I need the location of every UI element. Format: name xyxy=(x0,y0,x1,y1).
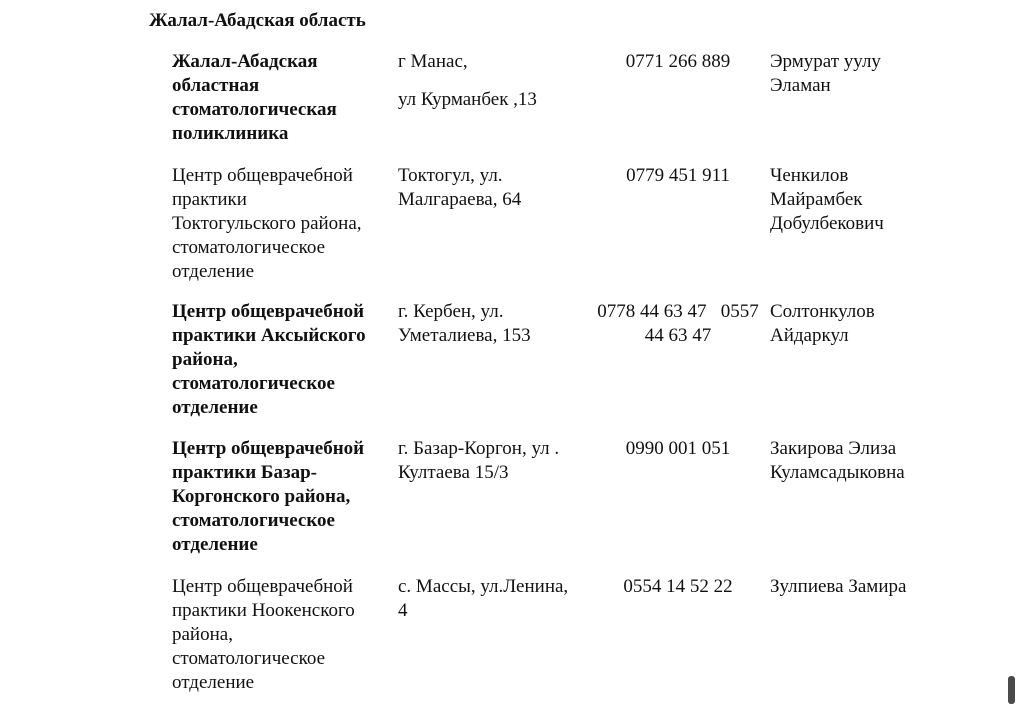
address-line: Малгараева, 64 xyxy=(398,189,522,210)
clinic-name-line: стоматологическое xyxy=(172,373,335,394)
clinic-name-line: Центр общеврачебной xyxy=(172,438,365,459)
address-line: с. Массы, ул.Ленина, xyxy=(398,576,569,597)
clinic-address xyxy=(398,50,593,112)
clinic-name-line: практики Ноокенского xyxy=(172,600,355,621)
phone-line: 0554 14 52 22 xyxy=(623,576,733,597)
clinic-address xyxy=(398,164,593,212)
phone-line: 44 63 47 xyxy=(644,325,712,346)
address-line: Уметалиева, 153 xyxy=(398,325,531,346)
clinic-name-line: Жалал-Абадская xyxy=(172,51,318,72)
clinic-name-line: практики xyxy=(172,189,247,210)
clinic-name-line: Коргонского района, xyxy=(172,486,351,507)
address-line: 4 xyxy=(398,600,408,621)
contact-person xyxy=(770,164,970,236)
clinic-name-line: стоматологическое xyxy=(172,510,335,531)
clinic-name-line: стоматологическое xyxy=(172,237,326,258)
person-line: Майрамбек xyxy=(770,189,863,210)
clinic-name xyxy=(172,164,387,284)
clinic-name-line: стоматологическая xyxy=(172,99,337,120)
region-title: Жалал-Абадская область xyxy=(149,10,366,31)
contact-person xyxy=(770,575,970,599)
contact-person xyxy=(770,437,970,485)
address-line: г. Базар-Коргон, ул . xyxy=(398,438,560,459)
person-line: Добулбекович xyxy=(770,213,884,234)
clinic-name-line: Центр общеврачебной xyxy=(172,301,365,322)
clinic-name xyxy=(172,50,387,146)
phone-line: 0771 266 889 xyxy=(625,51,731,72)
clinic-name xyxy=(172,300,387,420)
clinic-phone xyxy=(588,575,768,599)
clinic-phone xyxy=(588,300,768,348)
clinic-name-line: практики Аксыйского xyxy=(172,325,366,346)
person-line: Эламан xyxy=(770,75,831,96)
clinic-phone xyxy=(588,437,768,461)
address-line: Токтогул, ул. xyxy=(398,165,503,186)
clinic-name-line: практики Базар- xyxy=(172,462,317,483)
person-line: Закирова Элиза xyxy=(770,438,897,459)
person-line: Ченкилов xyxy=(770,165,849,186)
contact-person xyxy=(770,300,970,348)
person-line: Зулпиева Замира xyxy=(770,576,907,597)
clinic-address xyxy=(398,575,593,623)
address-line: г. Кербен, ул. xyxy=(398,301,504,322)
clinic-name xyxy=(172,437,387,557)
phone-line: 0778 44 63 47 0557 xyxy=(597,301,759,322)
person-line: Куламсадыковна xyxy=(770,462,905,483)
clinic-name-line: отделение xyxy=(172,261,255,282)
clinic-phone xyxy=(588,164,768,188)
clinic-phone xyxy=(588,50,768,74)
scrollbar-thumb[interactable] xyxy=(1008,676,1015,704)
clinic-name-line: Центр общеврачебной xyxy=(172,165,353,186)
address-line: ул Курманбек ,13 xyxy=(398,89,537,110)
person-line: Айдаркул xyxy=(770,325,849,346)
clinic-name-line: Токтогульского района, xyxy=(172,213,362,234)
person-line: Солтонкулов xyxy=(770,301,875,322)
clinic-address xyxy=(398,437,593,485)
address-line: Култаева 15/3 xyxy=(398,462,509,483)
clinic-name-line: района, xyxy=(172,624,233,645)
contact-person xyxy=(770,50,970,98)
clinic-name-line: отделение xyxy=(172,534,258,555)
clinic-name-line: поликлиника xyxy=(172,123,289,144)
address-spacer xyxy=(398,74,593,88)
phone-line: 0990 001 051 xyxy=(625,438,731,459)
person-line: Эрмурат уулу xyxy=(770,51,881,72)
clinic-name-line: Центр общеврачебной xyxy=(172,576,353,597)
clinic-address xyxy=(398,300,593,348)
clinic-name-line: стоматологическое xyxy=(172,648,326,669)
clinic-name-line: областная xyxy=(172,75,260,96)
address-line: г Манас, xyxy=(398,51,468,72)
phone-line: 0779 451 911 xyxy=(626,165,730,186)
clinic-name-line: отделение xyxy=(172,672,255,693)
clinic-name-line: района, xyxy=(172,349,238,370)
clinic-name xyxy=(172,575,387,695)
clinic-name-line: отделение xyxy=(172,397,258,418)
